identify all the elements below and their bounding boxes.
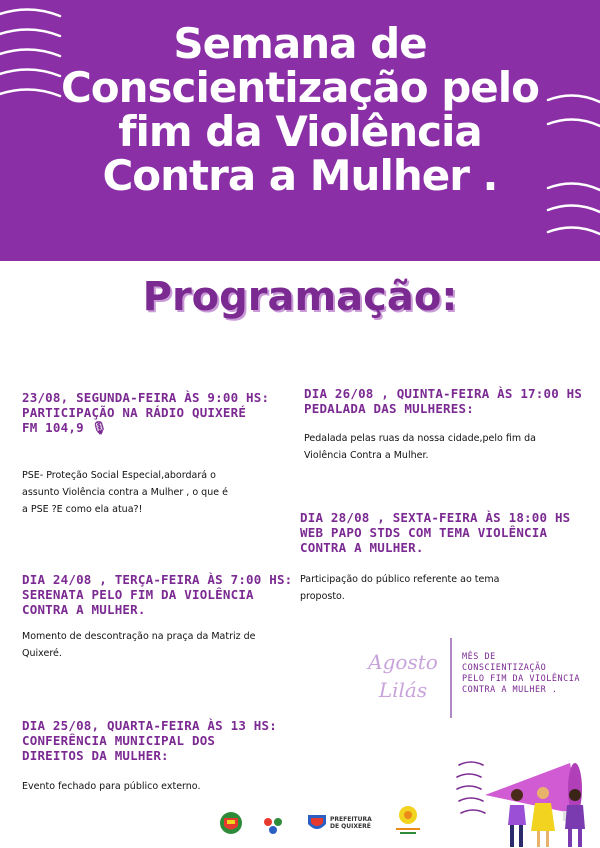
header-banner — [0, 0, 600, 261]
event-heading-line: CONFERÊNCIA MUNICIPAL DOS — [22, 733, 216, 748]
municipal-crest-logo-icon — [218, 810, 244, 836]
wave-lines-right-icon — [540, 80, 600, 260]
logo-text-line: PREFEITURA — [330, 816, 372, 823]
event-heading-line: DIA 24/08 , TERÇA-FEIRA ÀS 7:00 HS: — [22, 572, 293, 587]
event-heading-line: 23/08, SEGUNDA-FEIRA ÀS 9:00 HS: — [22, 390, 270, 405]
wave-lines-left-icon — [0, 0, 70, 120]
title-line: Semana de — [173, 19, 427, 68]
script-line: Agosto — [368, 650, 438, 674]
event-heading-line: CONTRA A MULHER. — [22, 602, 146, 617]
event-heading — [304, 386, 594, 416]
event-description — [22, 778, 302, 795]
event-description-line: proposto. — [300, 591, 345, 602]
event-heading-line: PARTICIPAÇÃO NA RÁDIO QUIXERÉ — [22, 405, 247, 420]
event-heading-line: WEB PAPO STDS COM TEMA VIOLÊNCIA — [300, 525, 548, 540]
event-heading-line: CONTRA A MULHER. — [300, 540, 424, 555]
event-heading-line: DIA 28/08 , SEXTA-FEIRA ÀS 18:00 HS — [300, 510, 571, 525]
campaign-text-line: PELO FIM DA VIOLÊNCIA — [462, 674, 580, 684]
event-heading-line: SERENATA PELO FIM DA VIOLÊNCIA — [22, 587, 254, 602]
event-description-line: assunto Violência contra a Mulher , o que é — [22, 487, 228, 498]
event-description-line: Evento fechado para público externo. — [22, 781, 201, 792]
event-heading-line: DIA 26/08 , QUINTA-FEIRA ÀS 17:00 HS — [304, 386, 583, 401]
logo-text-line: DE QUIXERÉ — [330, 823, 371, 830]
event-description — [22, 467, 292, 518]
prefeitura-crest-icon — [306, 812, 328, 834]
event-description — [300, 571, 590, 605]
social-assistance-logo-icon — [262, 816, 284, 836]
event-heading — [22, 572, 302, 617]
event-description — [304, 430, 594, 464]
event-description-line: a PSE ?E como ela atua?! — [22, 504, 143, 515]
event-description-line: Participação do público referente ao tema — [300, 574, 500, 585]
section-title: Programação: — [142, 274, 458, 320]
community-program-logo-icon — [392, 803, 424, 837]
script-line: Lilás — [378, 678, 428, 702]
agosto-lilas-script — [363, 648, 443, 704]
event-description-line: Quixeré. — [22, 648, 62, 659]
event-heading-line: DIREITOS DA MULHER: — [22, 748, 169, 763]
divider — [450, 638, 452, 718]
campaign-text-line: CONTRA A MULHER . — [462, 685, 558, 695]
megaphone-women-illustration-icon — [455, 755, 600, 848]
prefeitura-logo-text — [330, 816, 374, 830]
title-line: fim da Violência — [118, 107, 482, 156]
campaign-text-line: CONSCIENTIZAÇÃO — [462, 663, 547, 673]
title-line: Contra a Mulher . — [102, 151, 498, 200]
event-description-line: Pedalada pelas ruas da nossa cidade,pelo fim da — [304, 433, 536, 444]
title-line: Conscientização pelo — [60, 63, 540, 112]
event-heading — [22, 390, 302, 435]
event-heading-line: PEDALADA DAS MULHERES: — [304, 401, 474, 416]
campaign-text — [462, 652, 600, 696]
event-heading-line: DIA 25/08, QUARTA-FEIRA ÀS 13 HS: — [22, 718, 277, 733]
campaign-text-line: MÊS DE — [462, 652, 496, 662]
event-description-line: PSE- Proteção Social Especial,abordará o — [22, 470, 216, 481]
event-description-line: Momento de descontração na praça da Matriz de — [22, 631, 256, 642]
event-heading — [300, 510, 594, 555]
event-description — [22, 628, 302, 662]
event-description-line: Violência Contra a Mulher. — [304, 450, 429, 461]
event-heading-line: FM 104,9 🎙 — [22, 420, 108, 435]
page-title — [40, 19, 560, 200]
event-heading — [22, 718, 302, 763]
